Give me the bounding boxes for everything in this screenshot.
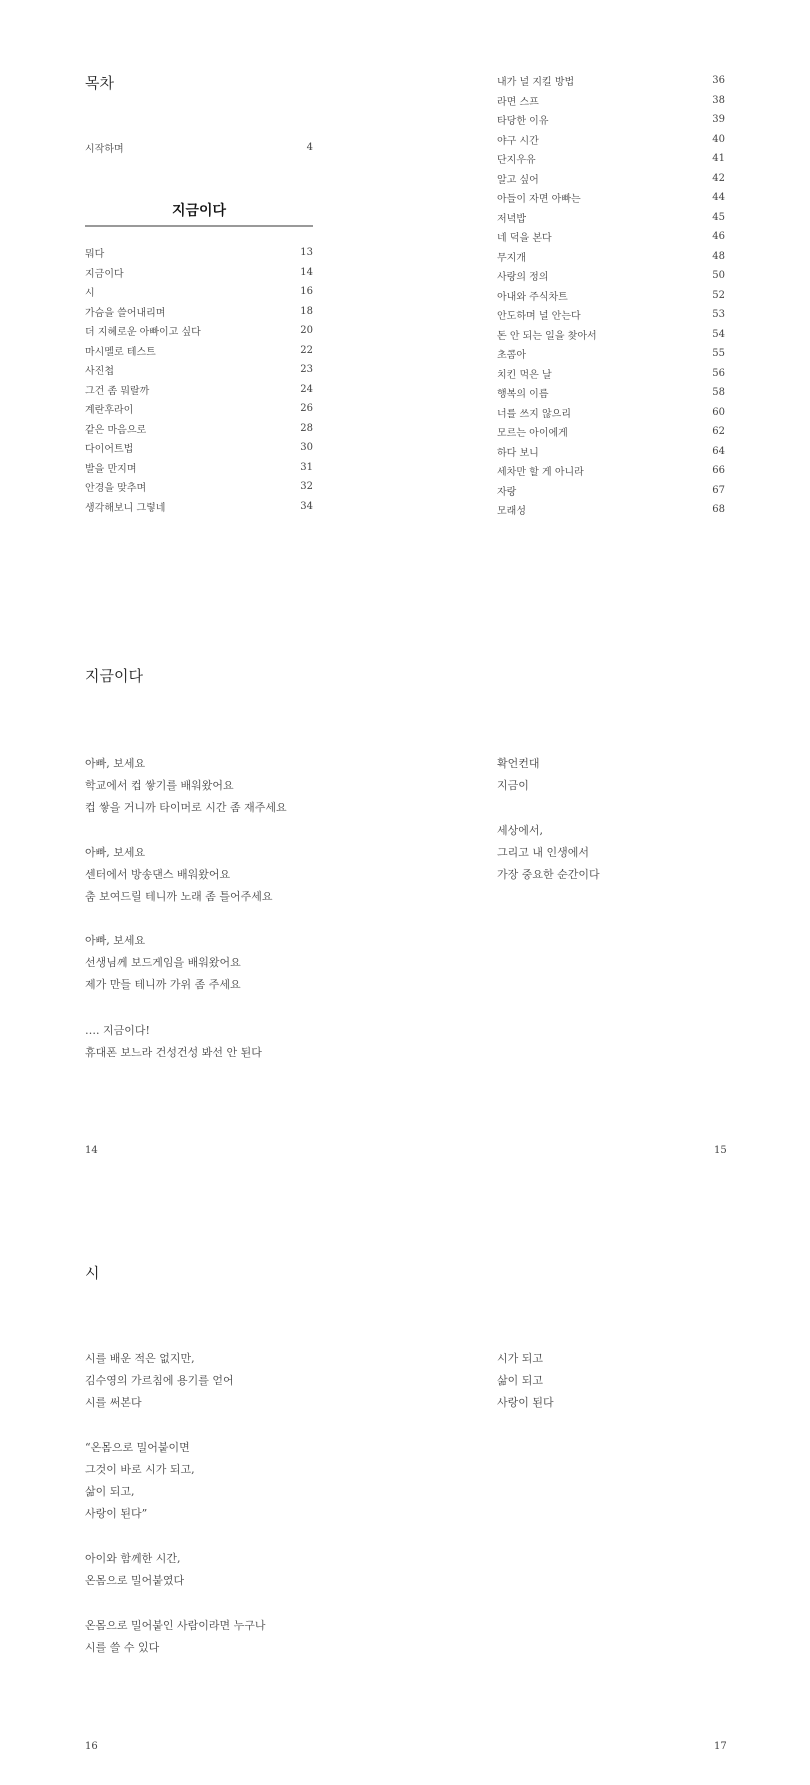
toc-entry[interactable] — [497, 344, 725, 364]
toc-entry[interactable] — [85, 497, 313, 517]
toc-entry-page: 67 — [712, 484, 725, 496]
toc-entry-page: 23 — [300, 364, 313, 376]
poem-title: 지금이다 — [85, 667, 143, 685]
toc-entry-page: 45 — [712, 211, 725, 223]
poem-line: “온몸으로 밀어붙이면 — [85, 1441, 190, 1454]
poem-line: 제가 만들 테니까 가위 좀 주세요 — [85, 978, 241, 991]
poem-line: 김수영의 가르침에 용기를 얻어 — [85, 1374, 234, 1387]
toc-entry-page: 31 — [300, 461, 313, 473]
toc-entry-page: 52 — [712, 289, 725, 301]
toc-entry-label: 단지우유 — [497, 155, 536, 167]
toc-entry-page: 50 — [712, 270, 725, 282]
toc-entry-page: 40 — [712, 133, 725, 145]
toc-entry[interactable] — [497, 110, 725, 130]
toc-entry[interactable] — [497, 188, 725, 208]
toc-entry[interactable] — [497, 169, 725, 189]
poem-line: 그리고 내 인생에서 — [497, 846, 590, 859]
poem-line: 휴대폰 보느라 건성건성 봐선 안 된다 — [85, 1046, 262, 1059]
toc-entry[interactable] — [497, 383, 725, 403]
toc-entry[interactable] — [497, 305, 725, 325]
toc-entry-label: 안도하며 널 안는다 — [497, 311, 581, 323]
page-number-right: 17 — [714, 1741, 727, 1752]
poem-line: 아빠, 보세요 — [85, 934, 146, 947]
toc-entry-page: 41 — [712, 153, 725, 165]
poem-line: 온몸으로 밀어붙인 사람이라면 누구나 — [85, 1619, 266, 1632]
toc-entry-page: 53 — [712, 309, 725, 321]
toc-entry-label: 치킨 먹은 날 — [497, 369, 552, 381]
toc-entry[interactable] — [497, 149, 725, 169]
toc-entry-label: 내가 널 지킬 방법 — [497, 77, 575, 89]
page-number-right: 15 — [714, 1145, 727, 1156]
toc-entry-label: 무지개 — [497, 252, 526, 264]
toc-entry-label: 돈 안 되는 일을 찾아서 — [497, 330, 597, 342]
poem-line: 세상에서, — [497, 824, 544, 837]
toc-entry-label: 가슴을 쓸어내리며 — [85, 307, 166, 319]
toc-entry-page: 22 — [300, 344, 313, 356]
poem-line: 삶이 되고, — [85, 1485, 135, 1498]
poem-line: 선생님께 보드게임을 배워왔어요 — [85, 956, 241, 969]
toc-entry-label: 시 — [85, 288, 95, 300]
toc-title: 목차 — [85, 74, 114, 92]
poem-line: 확언컨대 — [497, 757, 540, 770]
toc-entry-page: 55 — [712, 348, 725, 360]
poem-line: 아빠, 보세요 — [85, 846, 146, 859]
toc-entry[interactable] — [85, 302, 313, 322]
toc-entry-page: 48 — [712, 250, 725, 262]
toc-entry-label: 더 지혜로운 아빠이고 싶다 — [85, 327, 201, 339]
toc-entry-label: 초콤아 — [497, 350, 526, 362]
toc-entry[interactable] — [497, 266, 725, 286]
toc-section-title: 지금이다 — [171, 203, 227, 219]
toc-entry-label: 너를 쓰지 않으리 — [497, 408, 571, 420]
toc-entry[interactable] — [85, 341, 313, 361]
toc-entry[interactable] — [85, 282, 313, 302]
toc-entry-label: 아내와 주식차트 — [497, 291, 568, 303]
toc-entry-label: 마시멜로 테스트 — [85, 346, 156, 358]
toc-entry[interactable] — [497, 247, 725, 267]
toc-entry-page: 66 — [712, 465, 725, 477]
toc-entry-page: 4 — [306, 142, 313, 154]
toc-entry-label: 야구 시간 — [497, 135, 539, 147]
toc-entry-label: 자랑 — [497, 486, 517, 498]
toc-entry-label: 다이어트법 — [85, 444, 134, 456]
poem-line: 사랑이 된다 — [497, 1396, 554, 1409]
poem-line: 컵 쌓을 거니까 타이머로 시간 좀 재주세요 — [85, 801, 287, 814]
toc-entry-label: 계란후라이 — [85, 405, 134, 417]
toc-entry[interactable] — [85, 243, 313, 263]
toc-intro-entry[interactable] — [85, 138, 313, 158]
toc-entry-label: 라면 스프 — [497, 96, 539, 108]
toc-entry-page: 18 — [300, 305, 313, 317]
section-divider — [85, 225, 313, 227]
toc-entry[interactable] — [85, 458, 313, 478]
toc-entry-label: 발을 만지며 — [85, 463, 137, 475]
toc-entry-label: 세차만 할 게 아니라 — [497, 467, 584, 479]
poem-line: 시가 되고 — [497, 1352, 544, 1365]
poem-title: 시 — [85, 1264, 100, 1282]
toc-entry-label: 사진첩 — [85, 366, 114, 378]
toc-entry-page: 36 — [712, 75, 725, 87]
toc-entry-page: 32 — [300, 481, 313, 493]
toc-entry-page: 28 — [300, 422, 313, 434]
toc-entry[interactable] — [497, 130, 725, 150]
toc-entry[interactable] — [497, 208, 725, 228]
page-number-left: 16 — [85, 1741, 98, 1752]
toc-entry-page: 13 — [300, 247, 313, 259]
toc-entry-label: 사랑의 정의 — [497, 272, 549, 284]
toc-entry[interactable] — [497, 461, 725, 481]
toc-entry-label: 지금이다 — [85, 268, 124, 280]
toc-entry-label: 아들이 자면 아빠는 — [497, 194, 581, 206]
poem-line: 지금이 — [497, 779, 529, 792]
toc-entry-label: 그건 좀 뭐랄까 — [85, 385, 150, 397]
toc-entry[interactable] — [85, 263, 313, 283]
toc-entry-page: 38 — [712, 94, 725, 106]
poem-line: 가장 중요한 순간이다 — [497, 868, 600, 881]
toc-entry-label: 모르는 아이에게 — [497, 428, 568, 440]
toc-entry[interactable] — [497, 227, 725, 247]
toc-entry[interactable] — [497, 403, 725, 423]
toc-entry-label: 행복의 이름 — [497, 389, 549, 401]
toc-entry[interactable] — [85, 399, 313, 419]
toc-entry-label: 네 덕을 본다 — [497, 233, 552, 245]
poem-line: 시를 배운 적은 없지만, — [85, 1352, 195, 1365]
toc-entry-page: 64 — [712, 445, 725, 457]
toc-entry[interactable] — [85, 380, 313, 400]
poem-line: 사랑이 된다” — [85, 1507, 148, 1520]
toc-entry-page: 16 — [300, 286, 313, 298]
toc-entry[interactable] — [85, 321, 313, 341]
toc-entry-page: 44 — [712, 192, 725, 204]
toc-entry[interactable] — [85, 477, 313, 497]
page-number-left: 14 — [85, 1145, 98, 1156]
poem-line: 학교에서 컵 쌓기를 배워왔어요 — [85, 779, 234, 792]
toc-entry-page: 39 — [712, 114, 725, 126]
toc-entry-label: 하다 보니 — [497, 447, 539, 459]
toc-entry-page: 54 — [712, 328, 725, 340]
toc-entry[interactable] — [497, 442, 725, 462]
toc-entry-page: 30 — [300, 442, 313, 454]
poem-line: 센터에서 방송댄스 배워왔어요 — [85, 868, 231, 881]
toc-entry[interactable] — [497, 422, 725, 442]
toc-entry-page: 58 — [712, 387, 725, 399]
poem-line: 아이와 함께한 시간, — [85, 1552, 181, 1565]
toc-entry[interactable] — [85, 438, 313, 458]
toc-entry-label: 시작하며 — [85, 144, 124, 156]
toc-entry[interactable] — [497, 91, 725, 111]
toc-entry-page: 60 — [712, 406, 725, 418]
poem-line: 온몸으로 밀어붙였다 — [85, 1574, 185, 1587]
poem-line: 시를 써본다 — [85, 1396, 142, 1409]
toc-entry-page: 14 — [300, 266, 313, 278]
toc-entry-page: 62 — [712, 426, 725, 438]
toc-entry[interactable] — [497, 71, 725, 91]
toc-entry[interactable] — [85, 419, 313, 439]
toc-entry-label: 저녁밥 — [497, 213, 526, 225]
toc-entry-page: 56 — [712, 367, 725, 379]
toc-entry-page: 68 — [712, 504, 725, 516]
toc-entry-label: 타당한 이유 — [497, 116, 549, 128]
toc-entry-page: 24 — [300, 383, 313, 395]
poem-line: 춤 보여드릴 테니까 노래 좀 틀어주세요 — [85, 890, 273, 903]
toc-entry-page: 26 — [300, 403, 313, 415]
poem-line: 아빠, 보세요 — [85, 757, 146, 770]
toc-entry[interactable] — [497, 500, 725, 520]
toc-entry-page: 20 — [300, 325, 313, 337]
toc-entry[interactable] — [497, 286, 725, 306]
toc-entry-page: 46 — [712, 231, 725, 243]
toc-entry[interactable] — [497, 364, 725, 384]
toc-entry-label: 안경을 맞추며 — [85, 483, 147, 495]
toc-entry-page: 34 — [300, 500, 313, 512]
toc-entry-label: 같은 마음으로 — [85, 424, 147, 436]
toc-entry-label: 알고 싶어 — [497, 174, 539, 186]
poem-line: 삶이 되고 — [497, 1374, 544, 1387]
toc-entry[interactable] — [85, 360, 313, 380]
toc-entry[interactable] — [497, 325, 725, 345]
poem-line: 그것이 바로 시가 되고, — [85, 1463, 195, 1476]
toc-entry-label: 뭐다 — [85, 249, 105, 261]
toc-entry[interactable] — [497, 481, 725, 501]
toc-entry-label: 모래성 — [497, 506, 526, 518]
poem-line: 시를 쓸 수 있다 — [85, 1641, 160, 1654]
toc-entry-page: 42 — [712, 172, 725, 184]
toc-entry-label: 생각해보니 그렇네 — [85, 502, 166, 514]
poem-line: …. 지금이다! — [85, 1024, 150, 1037]
